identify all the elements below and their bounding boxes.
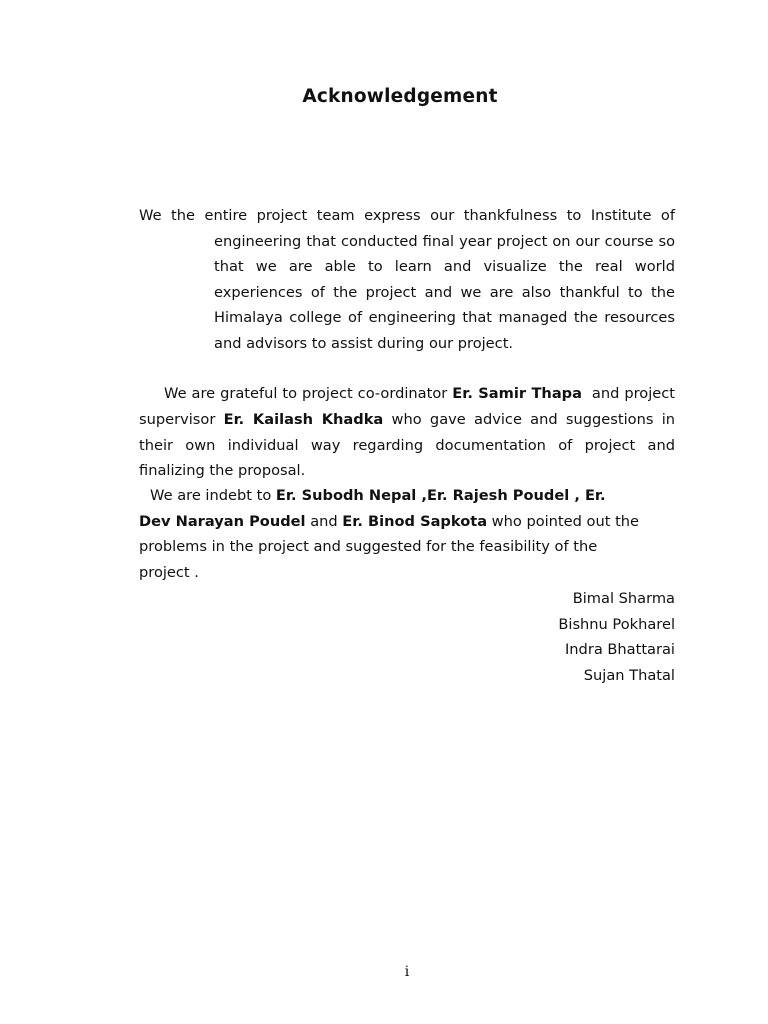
advisor-name: Er. Binod Sapkota	[342, 512, 488, 530]
paragraph-text: We are grateful to project co-ordinator	[164, 385, 453, 402]
paragraph-text: We are indebt to	[150, 487, 276, 504]
paragraph-continuation: engineering that conducted final year project on our course so that we are able to learn and visualize the real world experiences of the project and we are also thankful to the Himalaya college of engineering that managed the resources and advisors to assist during our project.	[214, 232, 675, 352]
signatory-name: Bimal Sharma	[572, 590, 675, 607]
signatory-name: Bishnu Pokharel	[558, 615, 675, 633]
advisor-names: Er. Subodh Nepal ,Er. Rajesh Poudel , Er.	[275, 487, 606, 504]
paragraph-line	[139, 483, 679, 509]
signatory-name: Indra Bhattarai	[565, 641, 675, 658]
paragraph-first-line: We the entire project team express our thankfulness to Institute of	[139, 207, 675, 224]
paragraph-grateful	[139, 381, 680, 484]
paragraph-text: who gave advice and suggestions in their own individual way regarding documentation of project and finalizing the proposal.	[139, 410, 676, 480]
advisor-name: Dev Narayan Poudel	[139, 512, 306, 530]
paragraph-thanks-institute	[139, 203, 675, 356]
paragraph-line	[139, 509, 679, 535]
page-number: i	[404, 964, 410, 980]
coordinator-name: Er. Samir Thapa	[452, 385, 582, 402]
paragraph-text: and project supervisor	[139, 385, 680, 428]
paragraph-text: who pointed out the	[487, 512, 640, 530]
supervisor-name: Er. Kailash Khadka	[223, 410, 384, 428]
signatory-name: Sujan Thatal	[583, 666, 675, 684]
page-title: Acknowledgement	[302, 86, 498, 107]
paragraph-line: project .	[139, 563, 199, 581]
paragraph-indebted	[139, 483, 679, 585]
paragraph-line: problems in the project and suggested for the feasibility of the	[139, 538, 598, 556]
signatories	[475, 586, 675, 688]
paragraph-text: and	[305, 512, 343, 530]
